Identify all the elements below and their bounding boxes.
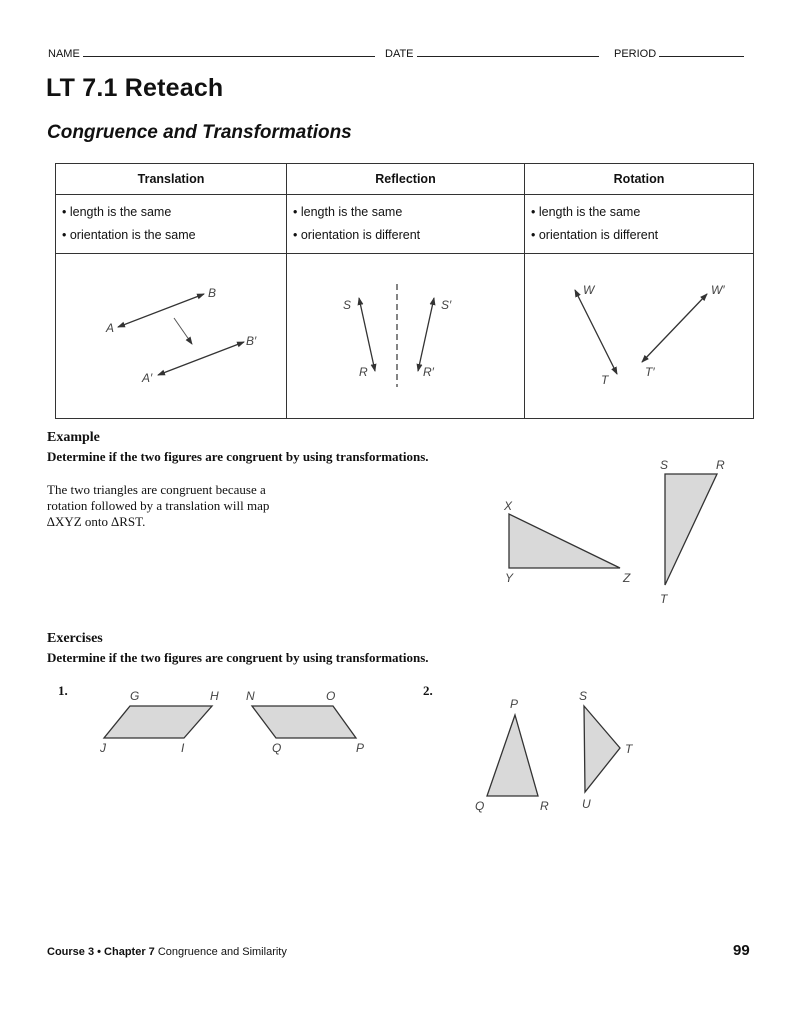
label-t-prime: T′ [645,365,655,379]
exercise-2-number: 2. [423,683,433,698]
example-triangles [490,452,750,612]
translation-arrow [174,318,192,344]
example-heading: Example [47,430,100,445]
label-s: S [660,458,669,472]
label-j: J [100,741,106,755]
bullet-item: • orientation is the same [62,228,196,242]
name-field[interactable] [48,47,375,60]
label-p: P [356,741,365,755]
translation-figure-cell [56,254,287,419]
label-n: N [246,689,255,703]
segment-a-prime-b-prime [158,342,244,375]
label-b-prime: B′ [246,334,257,348]
label-a-prime: A′ [142,371,153,385]
reflection-properties [287,195,525,254]
rotation-diagram [525,254,753,415]
label-t: T [625,742,633,756]
reflection-figure-cell [287,254,525,419]
label-q: Q [272,741,282,755]
triangle-stu [584,706,620,792]
exercise-2-figures [465,684,665,819]
label-b: B [208,286,217,300]
explanation-line: The two triangles are congruent because a [47,482,266,497]
label-s-prime: S′ [441,298,452,312]
label-w-prime: W′ [711,283,725,297]
page-subtitle: Congruence and Transformations [47,122,352,143]
footer [47,946,287,958]
footer-chapter-title: Congruence and Similarity [157,946,287,958]
label-t: T [601,373,609,387]
bullet-item: • orientation is different [531,228,659,242]
bullet-item: • length is the same [293,205,403,219]
bullet-item: • length is the same [62,205,172,219]
explanation-line: rotation followed by a translation will map [47,498,270,513]
rotation-heading: Rotation [525,164,754,195]
segment-wt [575,290,617,374]
exercises-instruction: Determine if the two figures are congruent by using transformations. [47,650,429,665]
footer-course: Course 3 • Chapter 7 [47,946,155,958]
parallelogram-ghij [104,706,212,738]
segment-s-prime-r-prime [418,298,434,371]
translation-heading: Translation [56,164,287,195]
label-h: H [210,689,219,703]
name-label: NAME [48,48,80,60]
exercises-heading: Exercises [47,631,103,646]
label-i: I [181,741,185,755]
page-number: 99 [733,942,750,959]
label-t: T [660,592,668,606]
label-u: U [582,797,591,811]
reflection-diagram [287,254,524,415]
label-z: Z [623,571,631,585]
label-x: X [504,499,513,513]
bullet-item: • length is the same [531,205,641,219]
period-label: PERIOD [614,48,657,60]
rotation-properties [525,195,754,254]
label-q: Q [475,799,485,813]
label-w: W [583,283,595,297]
date-field[interactable] [385,47,599,60]
date-label: DATE [385,48,414,60]
segment-ab [118,294,204,327]
segment-w-prime-t-prime [642,294,707,362]
label-g: G [130,689,140,703]
bullet-item: • orientation is different [293,228,421,242]
label-a: A [106,321,115,335]
label-s: S [579,689,588,703]
page-title: LT 7.1 Reteach [46,74,224,102]
rotation-figure-cell [525,254,754,419]
label-p: P [510,697,519,711]
label-y: Y [505,571,514,585]
label-r-prime: R′ [423,365,434,379]
label-o: O [326,689,336,703]
exercise-1-number: 1. [58,683,68,698]
translation-diagram [56,254,286,415]
label-r: R [716,458,725,472]
exercise-1-figures [90,684,390,764]
transformations-table [55,163,754,419]
reflection-heading: Reflection [287,164,525,195]
label-r: R [359,365,368,379]
translation-properties [56,195,287,254]
triangle-xyz [509,514,620,568]
parallelogram-nopq [252,706,356,738]
period-field[interactable] [614,47,744,60]
example-instruction: Determine if the two figures are congruent by using transformations. [47,449,429,464]
triangle-rst [665,474,717,585]
explanation-line: ∆XYZ onto ∆RST. [47,514,146,529]
label-s: S [343,298,352,312]
segment-sr [359,298,375,371]
triangle-pqr [487,715,538,796]
label-r: R [540,799,549,813]
example-explanation [47,482,269,530]
